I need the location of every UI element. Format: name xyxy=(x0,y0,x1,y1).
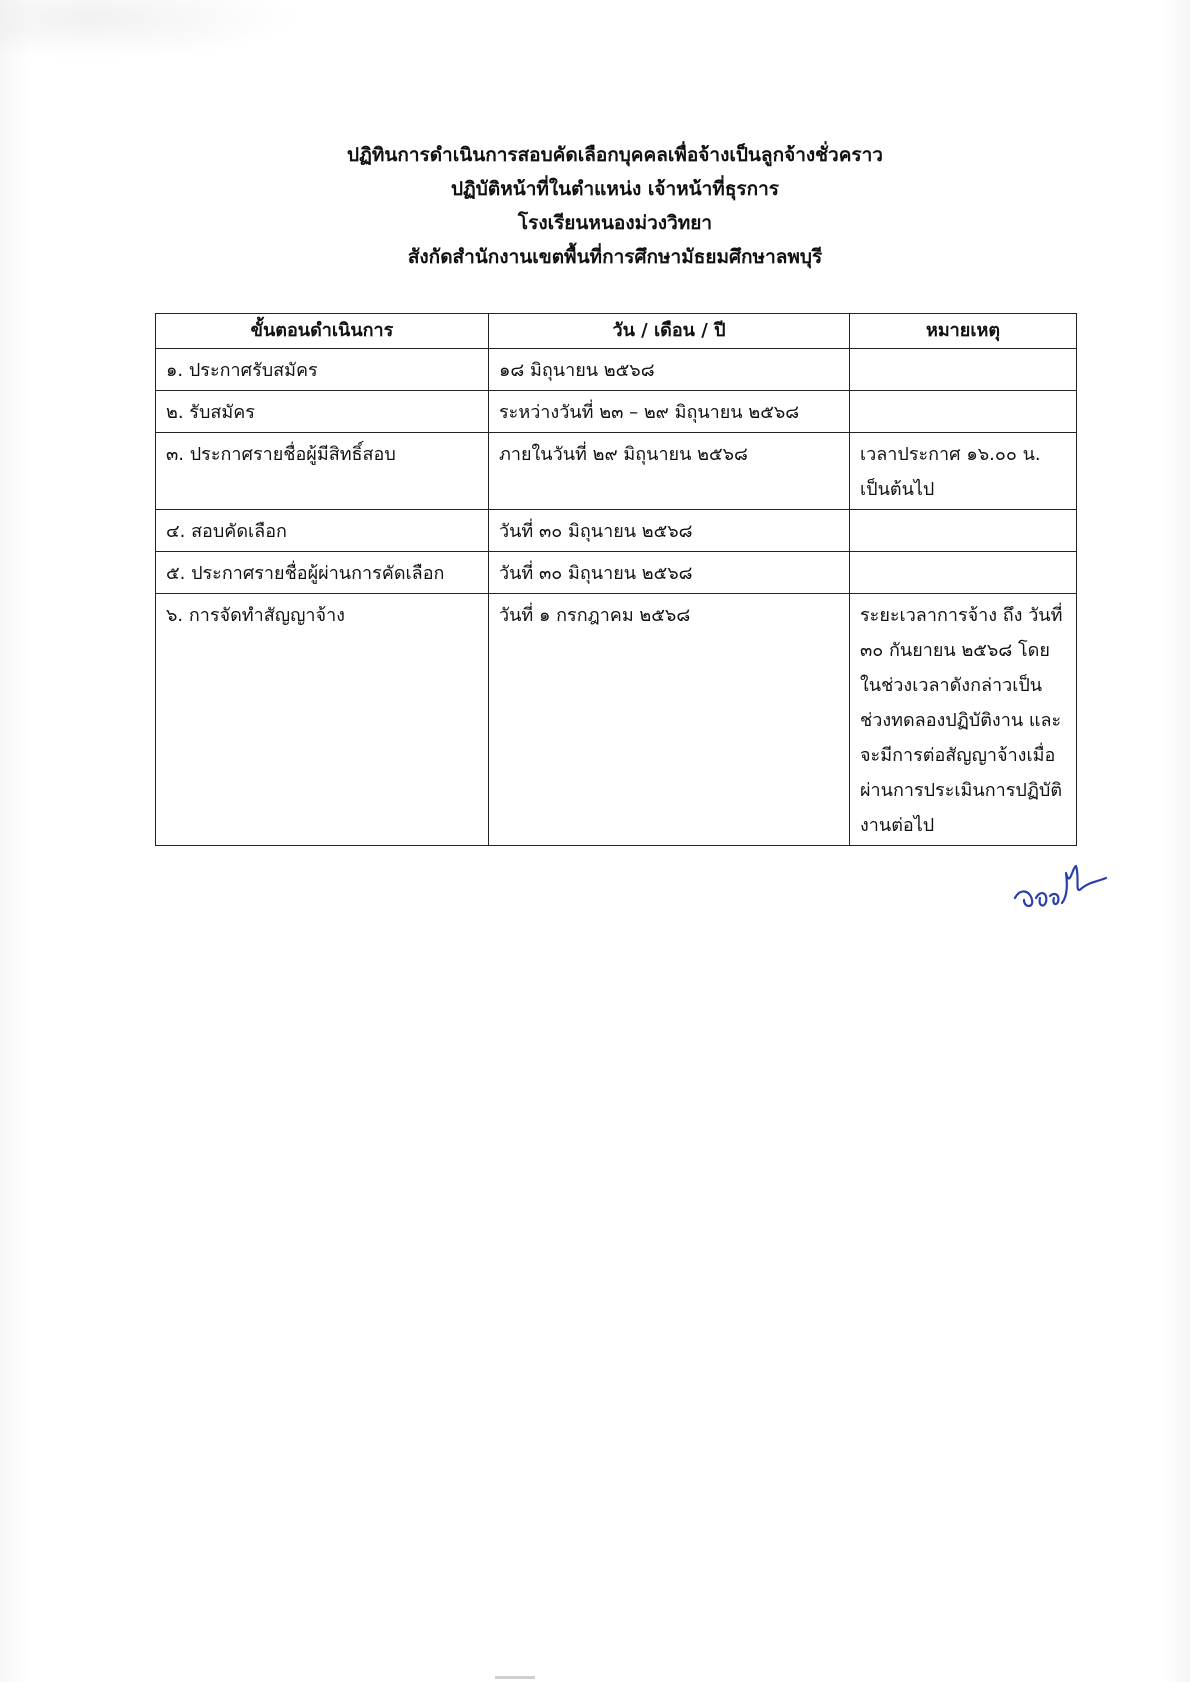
scan-mark xyxy=(495,1676,535,1679)
date-cell: ภายในวันที่ ๒๙ มิถุนายน ๒๕๖๘ xyxy=(489,433,850,510)
step-cell: ๖. การจัดทำสัญญาจ้าง xyxy=(156,594,489,846)
note-cell: ระยะเวลาการจ้าง ถึง วันที่ ๓๐ กันยายน ๒๕๖๘ โดยในช่วงเวลาดังกล่าวเป็นช่วงทดลองปฏิบัติงาน และจะมีการต่อสัญญาจ้างเมื่อผ่านการประเมินการปฏิบัติงานต่อไป xyxy=(850,594,1077,846)
date-cell: วันที่ ๓๐ มิถุนายน ๒๕๖๘ xyxy=(489,510,850,552)
note-cell xyxy=(850,391,1077,433)
step-cell: ๔. สอบคัดเลือก xyxy=(156,510,489,552)
step-cell: ๒. รับสมัคร xyxy=(156,391,489,433)
document-header xyxy=(0,138,1190,274)
note-cell xyxy=(850,552,1077,594)
table-header-row xyxy=(156,314,1077,349)
header-title: ปฏิทินการดำเนินการสอบคัดเลือกบุคคลเพื่อจ้างเป็นลูกจ้างชั่วคราว xyxy=(347,144,883,166)
header-office: สังกัดสำนักงานเขตพื้นที่การศึกษามัธยมศึกษาลพบุรี xyxy=(407,246,823,268)
step-cell: ๕. ประกาศรายชื่อผู้ผ่านการคัดเลือก xyxy=(156,552,489,594)
note-cell xyxy=(850,510,1077,552)
column-header-date: วัน / เดือน / ปี xyxy=(489,314,850,349)
date-cell: วันที่ ๑ กรกฎาคม ๒๕๖๘ xyxy=(489,594,850,846)
table-row xyxy=(156,552,1077,594)
scan-smudge xyxy=(0,0,300,60)
date-cell: ๑๘ มิถุนายน ๒๕๖๘ xyxy=(489,349,850,391)
step-cell: ๑. ประกาศรับสมัคร xyxy=(156,349,489,391)
handwritten-signature xyxy=(1010,848,1110,918)
table-row xyxy=(156,594,1077,846)
schedule-table xyxy=(155,313,1077,846)
table-row xyxy=(156,433,1077,510)
header-school: โรงเรียนหนองม่วงวิทยา xyxy=(517,212,713,234)
table-row xyxy=(156,391,1077,433)
step-cell: ๓. ประกาศรายชื่อผู้มีสิทธิ์สอบ xyxy=(156,433,489,510)
note-cell xyxy=(850,349,1077,391)
table-row xyxy=(156,349,1077,391)
date-cell: วันที่ ๓๐ มิถุนายน ๒๕๖๘ xyxy=(489,552,850,594)
note-cell: เวลาประกาศ ๑๖.๐๐ น. เป็นต้นไป xyxy=(850,433,1077,510)
column-header-note: หมายเหตุ xyxy=(850,314,1077,349)
table-row xyxy=(156,510,1077,552)
date-cell: ระหว่างวันที่ ๒๓ – ๒๙ มิถุนายน ๒๕๖๘ xyxy=(489,391,850,433)
header-position: ปฏิบัติหน้าที่ในตำแหน่ง เจ้าหน้าที่ธุรการ xyxy=(450,178,780,200)
column-header-step: ขั้นตอนดำเนินการ xyxy=(156,314,489,349)
